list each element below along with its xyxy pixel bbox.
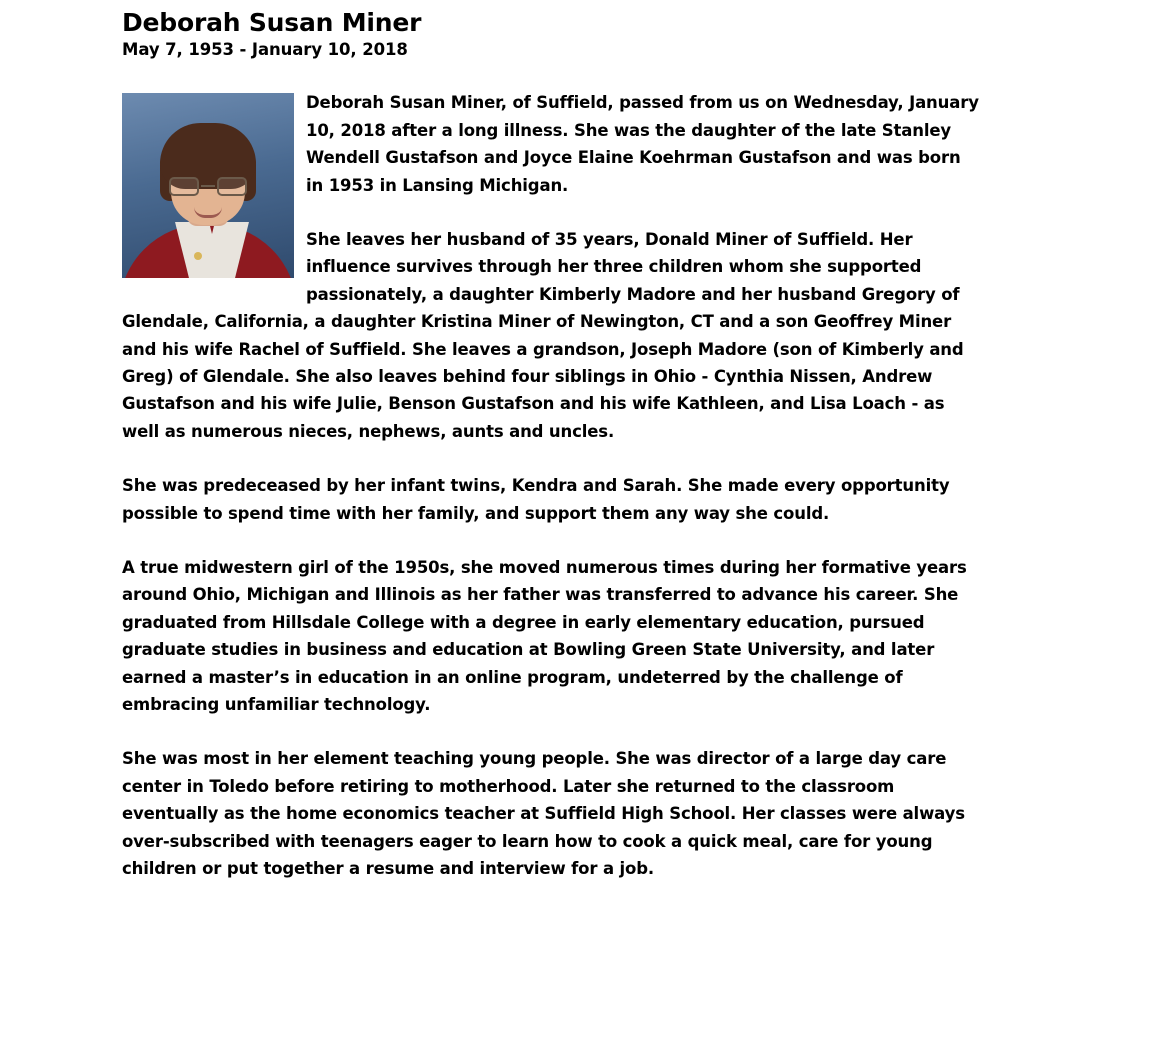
page-title: Deborah Susan Miner: [122, 8, 422, 37]
obituary-body: [122, 89, 982, 882]
portrait-glasses: [167, 177, 249, 197]
life-dates: May 7, 1953 - January 10, 2018: [122, 39, 408, 59]
obituary-paragraph: She was predeceased by her infant twins, Kendra and Sarah. She made every opportunity possible to spend time with her family, and support them any way she could.: [122, 476, 950, 523]
obituary-paragraph: She leaves her husband of 35 years, Donald Miner of Suffield. Her influence survives through her three children whom she supported passionately, a daughter Kimberly Madore and her husband Gregory of Glendale, California, a daughter Kristina Miner of Newington, CT and a son Geoffrey Miner and his wife Rachel of Suffield. She leaves a grandson, Joseph Madore (son of Kimberly and Greg) of Glendale. She also leaves behind four siblings in Ohio - Cynthia Nissen, Andrew Gustafson and his wife Julie, Benson Gustafson and his wife Kathleen, and Lisa Loach - as well as numerous nieces, nephews, aunts and uncles.: [122, 229, 964, 441]
portrait-photo: [122, 93, 294, 278]
portrait-lens-left: [169, 177, 199, 196]
obituary-paragraph: A true midwestern girl of the 1950s, she moved numerous times during her formative years around Ohio, Michigan and Illinois as her father was transferred to advance his career. She graduated from Hillsdale College with a degree in early elementary education, pursued graduate studies in business and education at Bowling Green State University, and later earned a master’s in education in an online program, undeterred by the challenge of embracing unfamiliar technology.: [122, 557, 967, 715]
portrait-glasses-bridge: [201, 185, 215, 187]
obituary-paragraph: Deborah Susan Miner, of Suffield, passed from us on Wednesday, January 10, 2018 after a long illness. She was the daughter of the late Stanley Wendell Gustafson and Joyce Elaine Koehrman Gustafson and was born in 1953 in Lansing Michigan.: [306, 93, 979, 195]
obituary-paragraph: She was most in her element teaching young people. She was director of a large day care center in Toledo before retiring to motherhood. Later she returned to the classroom eventually as the home economics teacher at Suffield High School. Her classes were always over-subscribed with teenagers eager to learn how to cook a quick meal, care for young children or put together a resume and interview for a job.: [122, 749, 965, 879]
portrait-lens-right: [217, 177, 247, 196]
